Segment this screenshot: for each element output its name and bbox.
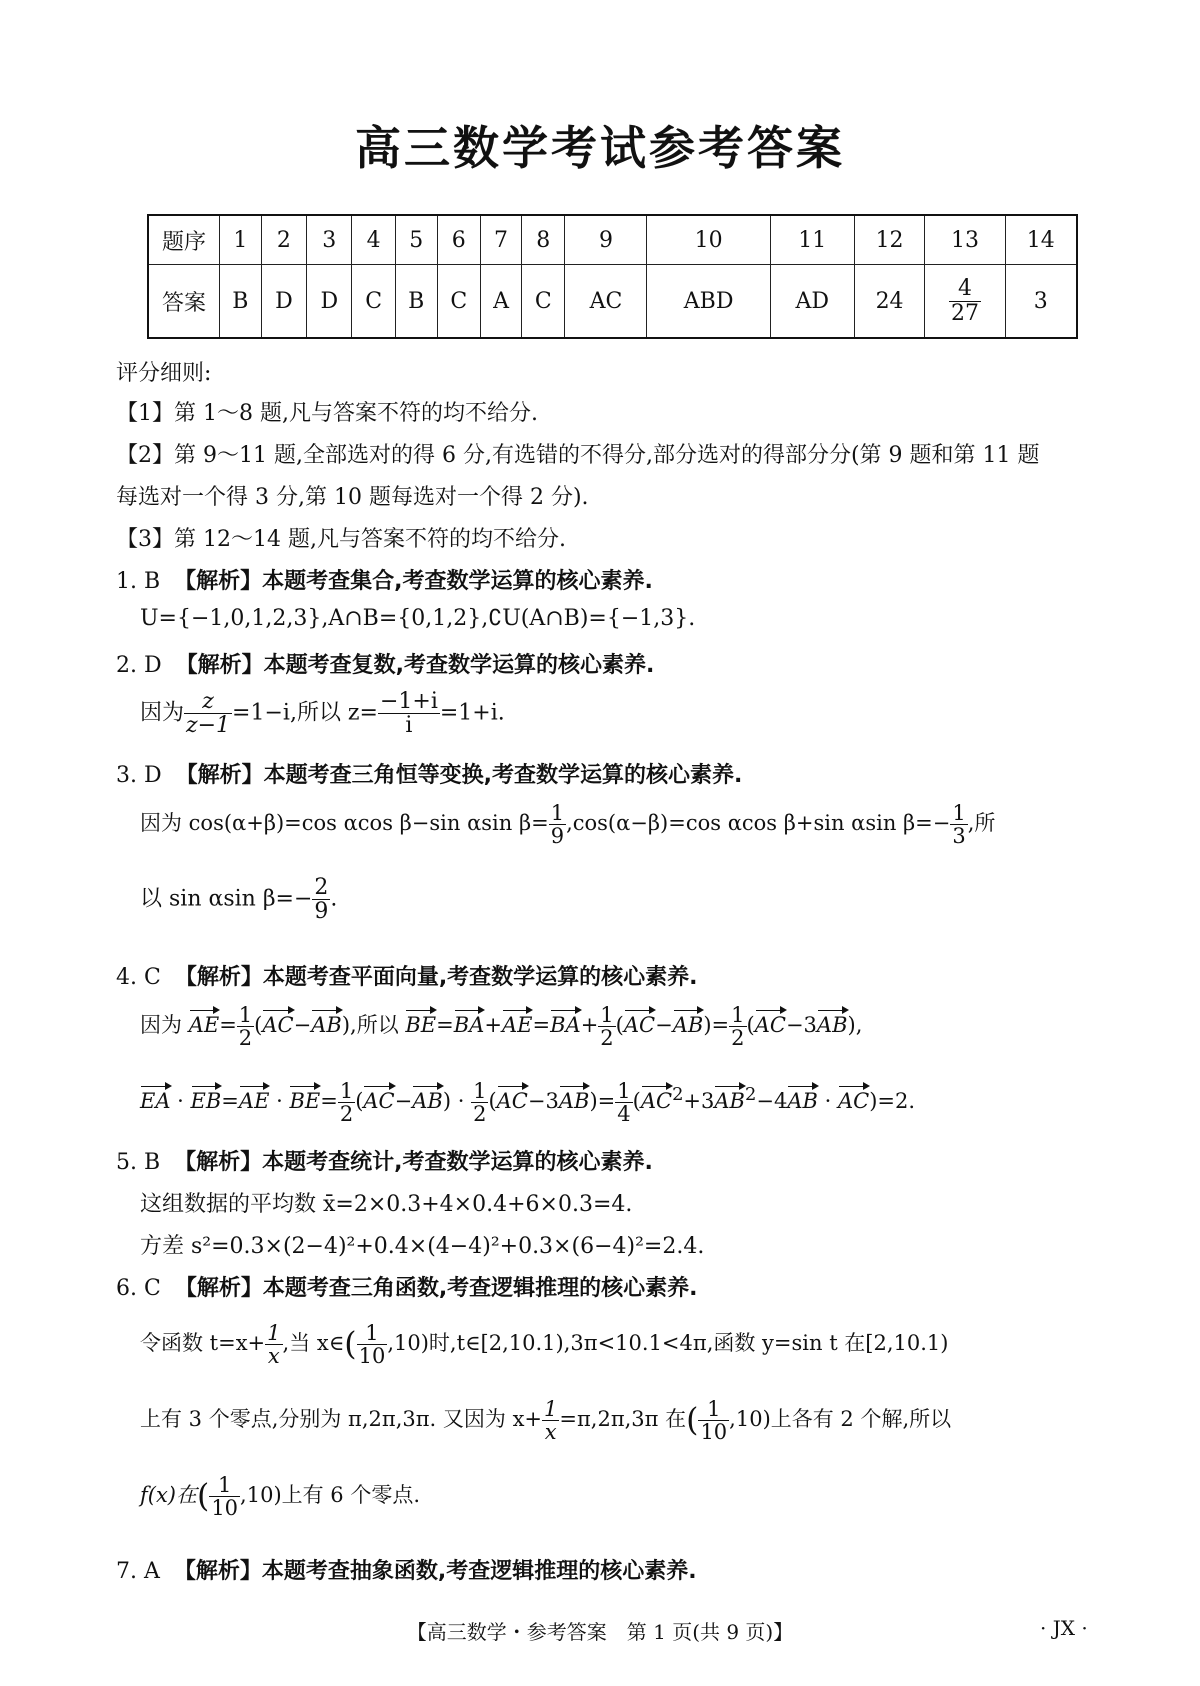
text: f(x)在 — [140, 1483, 198, 1508]
vector: BE — [289, 1089, 321, 1114]
row-header-answer: 答案 — [148, 265, 220, 339]
scoring-rule-3: 【3】第 12～14 题,凡与答案不符的均不给分. — [116, 527, 566, 552]
question-number-cell: 13 — [925, 215, 1005, 265]
fraction-denominator: x — [267, 1344, 280, 1369]
q1-analysis-tag: 【解析】本题考查集合,考查数学运算的核心素养. — [174, 569, 653, 594]
q6-analysis-tag: 【解析】本题考查三角函数,考查逻辑推理的核心素养. — [174, 1276, 698, 1301]
q6-solution-line1 — [140, 1322, 1120, 1367]
answer-cell: D — [307, 265, 352, 339]
text: 因为 cos(α+β)=cos αcos β−sin αsin β= — [140, 811, 549, 836]
fraction-denominator: i — [405, 713, 413, 739]
text: =1−i,所以 z= — [232, 700, 378, 726]
fraction-numerator: z — [184, 690, 232, 714]
fraction — [729, 1004, 746, 1049]
fraction-numerator: 1 — [952, 801, 966, 825]
fraction-numerator: 2 — [314, 875, 329, 900]
q2-solution — [140, 690, 1120, 737]
text: 因为 — [140, 700, 185, 726]
question-number-cell: 3 — [307, 215, 352, 265]
text: ,cos(α−β)=cos αcos β+sin αsin β=− — [566, 811, 951, 836]
q4-answer: 4. C — [116, 965, 161, 990]
text: )=2. — [869, 1089, 916, 1114]
q2-answer: 2. D — [116, 653, 162, 678]
q1-header — [116, 564, 1096, 595]
fraction-denominator: 2 — [339, 1102, 354, 1127]
vector: AC — [623, 1013, 656, 1038]
question-number-row — [148, 215, 1077, 265]
text: =1+i. — [439, 700, 505, 726]
fraction-numerator: 1 — [473, 1079, 487, 1103]
answer-cell: 24 — [854, 265, 925, 339]
fraction-denominator: 2 — [731, 1026, 745, 1051]
answer-cell: B — [220, 265, 262, 339]
question-number-cell: 10 — [647, 215, 770, 265]
page-footer: 【高三数学・参考答案 第 1 页(共 9 页)】 — [406, 1620, 794, 1644]
fraction-denominator: 9 — [550, 824, 565, 849]
answer-cell: D — [261, 265, 306, 339]
scoring-heading: 评分细则: — [116, 361, 212, 386]
paren: ( — [197, 1478, 210, 1515]
vector: BE — [405, 1013, 437, 1038]
fraction-denominator: 10 — [211, 1496, 239, 1521]
vector: AB — [311, 1013, 342, 1038]
fraction — [950, 802, 967, 847]
answer-cell: ABD — [647, 265, 770, 339]
q5-solution-line1: 这组数据的平均数 x̄=2×0.3+4×0.4+6×0.3=4. — [140, 1192, 633, 1217]
vector: AE — [188, 1013, 220, 1038]
vector: AC — [363, 1089, 395, 1114]
text: =π,2π,3π 在 — [559, 1407, 687, 1432]
fraction — [209, 1474, 240, 1519]
vector: EA — [140, 1089, 171, 1114]
q6-header — [116, 1271, 1096, 1302]
fraction-numerator: −1+i — [379, 689, 438, 714]
fraction-denominator: 9 — [314, 899, 329, 925]
q2-analysis-tag: 【解析】本题考查复数,考查数学运算的核心素养. — [175, 653, 655, 678]
q4-solution-line2: EA · EB=AE · BE= $\frac{1}{2}$ (AC−AB) · $\frac{1}{2}$ (AC−3AB)= $\frac{1}{4}$ $(AC^2+3AB^2-4AB \cdot AC)=2$. — [140, 1079, 916, 1127]
question-number-cell: 8 — [522, 215, 565, 265]
text: ,10)时,t∈[2,10.1),3π<10.1<4π,函数 y=sin t 在[2,10.1) — [387, 1331, 949, 1356]
answer-cell: B — [395, 265, 437, 339]
fraction-numerator: 1 — [339, 1079, 354, 1103]
fraction — [184, 690, 232, 737]
fraction-denominator: 3 — [952, 824, 966, 849]
answer-cell: C — [437, 265, 480, 339]
fraction — [615, 1080, 632, 1125]
answer-cell-fraction — [925, 265, 1005, 339]
scoring-rule-1: 【1】第 1～8 题,凡与答案不符的均不给分. — [116, 401, 538, 426]
q3-solution-line1 — [140, 802, 1120, 847]
fraction — [598, 1004, 615, 1049]
fraction-denominator: 27 — [950, 300, 979, 326]
q5-answer: 5. B — [116, 1150, 161, 1175]
fraction — [338, 1080, 355, 1125]
fraction-numerator: 1 — [267, 1321, 281, 1345]
fraction-numerator: 1 — [617, 1079, 631, 1103]
fraction — [378, 690, 440, 737]
q2-header — [116, 648, 1096, 679]
question-number-cell: 4 — [352, 215, 395, 265]
fraction-denominator: 10 — [358, 1344, 386, 1369]
text: . — [330, 886, 338, 912]
answer-table — [147, 214, 1078, 339]
fraction-denominator: 2 — [600, 1026, 614, 1051]
vector: AB — [714, 1089, 745, 1114]
vector: AB — [412, 1089, 443, 1114]
q5-analysis-tag: 【解析】本题考查统计,考查数学运算的核心素养. — [174, 1150, 653, 1175]
answer-cell: C — [522, 265, 565, 339]
text: ,当 x∈ — [282, 1331, 345, 1356]
page-title: 高三数学考试参考答案 — [355, 121, 845, 175]
vector: AE — [501, 1013, 533, 1038]
fraction — [357, 1322, 388, 1367]
region-code: · JX · — [1040, 1616, 1088, 1640]
question-number-cell: 11 — [770, 215, 854, 265]
q7-analysis-tag: 【解析】本题考查抽象函数,考查逻辑推理的核心素养. — [173, 1559, 697, 1584]
answer-cell: 3 — [1005, 265, 1077, 339]
paren: ( — [344, 1326, 357, 1363]
question-number-cell: 7 — [480, 215, 521, 265]
fraction — [265, 1322, 282, 1367]
q7-header — [116, 1554, 1096, 1585]
question-number-cell: 2 — [261, 215, 306, 265]
answer-cell: C — [352, 265, 395, 339]
question-number-cell: 1 — [220, 215, 262, 265]
fraction — [949, 277, 981, 324]
vector: AE — [238, 1089, 270, 1114]
fraction-numerator: 1 — [238, 1003, 253, 1027]
vector: AB — [558, 1089, 590, 1114]
fraction-numerator: 1 — [698, 1398, 729, 1421]
q5-header — [116, 1145, 1096, 1176]
fraction-numerator: 1 — [550, 801, 565, 825]
vector: BA — [453, 1013, 485, 1038]
scoring-rule-2b: 每选对一个得 3 分,第 10 题每选对一个得 2 分). — [116, 485, 589, 510]
answer-cell: AC — [565, 265, 647, 339]
fraction-numerator: 1 — [209, 1474, 240, 1497]
vector: AC — [496, 1089, 528, 1114]
fraction-denominator: x — [544, 1420, 557, 1445]
fraction-numerator: 4 — [949, 277, 981, 301]
vector: AB — [787, 1089, 818, 1114]
question-number-cell: 6 — [437, 215, 480, 265]
fraction — [549, 802, 566, 847]
q3-analysis-tag: 【解析】本题考查三角恒等变换,考查数学运算的核心素养. — [175, 763, 743, 788]
fraction — [542, 1398, 559, 1443]
q3-answer: 3. D — [116, 763, 162, 788]
question-number-cell: 12 — [854, 215, 925, 265]
fraction-denominator: 10 — [700, 1420, 728, 1445]
fraction-numerator: 1 — [731, 1003, 745, 1027]
fraction-numerator: 1 — [544, 1397, 558, 1421]
q4-header — [116, 960, 1096, 991]
fraction — [471, 1080, 488, 1125]
text: 上有 3 个零点,分别为 π,2π,3π. 又因为 x+ — [140, 1407, 543, 1432]
q1-answer: 1. B — [116, 569, 161, 594]
q6-solution-line3 — [140, 1474, 1120, 1519]
scoring-rule-2a: 【2】第 9～11 题,全部选对的得 6 分,有选错的不得分,部分选对的得部分分(第 9 题和第 11 题 — [116, 443, 1040, 468]
answer-row — [148, 265, 1077, 339]
fraction — [698, 1398, 729, 1443]
q1-solution: U={−1,0,1,2,3},A∩B={0,1,2},∁U(A∩B)={−1,3}. — [140, 606, 696, 631]
text: ,10)上各有 2 个解,所以 — [729, 1407, 952, 1432]
q7-answer: 7. A — [116, 1559, 160, 1584]
vector: BA — [550, 1013, 581, 1038]
fraction-numerator: 1 — [357, 1322, 388, 1345]
row-header-number: 题序 — [148, 215, 220, 265]
vector: AC — [837, 1089, 870, 1114]
vector: AC — [262, 1013, 294, 1038]
q3-solution-line2 — [140, 876, 1120, 923]
fraction-numerator: 1 — [600, 1003, 614, 1027]
paren: ( — [686, 1402, 699, 1439]
question-number-cell: 9 — [565, 215, 647, 265]
vector: AB — [672, 1013, 704, 1038]
answer-cell: A — [480, 265, 521, 339]
q3-header — [116, 758, 1096, 789]
q5-solution-line2: 方差 s²=0.3×(2−4)²+0.4×(4−4)²+0.3×(6−4)²=2.4. — [140, 1234, 705, 1259]
text: 令函数 t=x+ — [140, 1331, 266, 1356]
vector: AC — [754, 1013, 786, 1038]
fraction — [237, 1004, 254, 1049]
answer-cell: AD — [770, 265, 854, 339]
question-number-cell: 5 — [395, 215, 437, 265]
fraction-denominator: 4 — [617, 1102, 631, 1127]
q4-analysis-tag: 【解析】本题考查平面向量,考查数学运算的核心素养. — [174, 965, 698, 990]
q6-answer: 6. C — [116, 1276, 161, 1301]
fraction-denominator: 2 — [473, 1102, 487, 1127]
fraction-denominator: z−1 — [186, 713, 231, 739]
vector: AC — [640, 1089, 673, 1114]
question-number-cell: 14 — [1005, 215, 1077, 265]
fraction — [312, 876, 330, 923]
text: ,10)上有 6 个零点. — [240, 1483, 421, 1508]
q4-solution-line1: 因为 AE= $\frac{1}{2}$ (AC−AB),所以 BE=BA+AE=BA+ $\frac{1}{2}$ (AC−AB)= $\frac{1}{2}$ (AC−3AB), — [140, 1003, 863, 1051]
vector: AB — [816, 1013, 848, 1038]
text: ,所 — [967, 811, 996, 836]
fraction-denominator: 2 — [238, 1026, 253, 1051]
q6-solution-line2 — [140, 1398, 1120, 1443]
text: 以 sin αsin β=− — [140, 886, 313, 912]
vector: EB — [190, 1089, 222, 1114]
